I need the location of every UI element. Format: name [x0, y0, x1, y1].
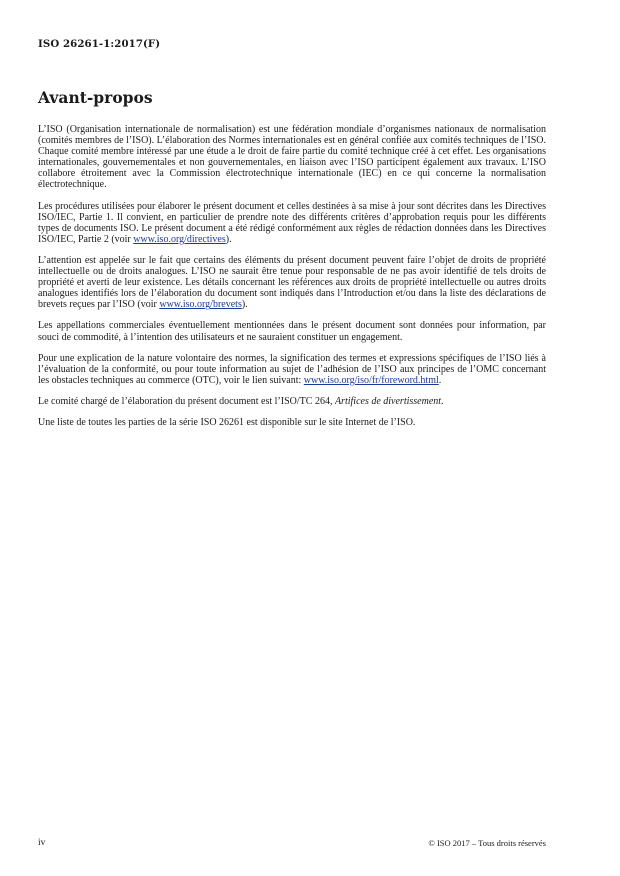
- paragraph-iso-intro: L’ISO (Organisation internationale de normalisation) est une fédération mondiale d’organismes nationaux de normalisation (comités membres de l’ISO). L’élaboration des Normes internationales est en général confiée aux comités techniques de l’ISO. Chaque comité membre intéressé par une étude a le droit de faire partie du comité technique créé à cet effet. Les organisations internationales, gouvernementales et non gouvernementales, en liaison avec l’ISO participent également aux travaux. L’ISO collabore étroitement avec la Commission électrotechnique internationale (IEC) en ce qui concerne la normalisation électrotechnique.: [38, 124, 546, 191]
- patents-link[interactable]: www.iso.org/brevets: [159, 299, 242, 311]
- paragraph-trade-names: Les appellations commerciales éventuellement mentionnées dans le présent document sont données pour information, par souci de commodité, à l’intention des utilisateurs et ne sauraient constituer un engagement.: [38, 320, 546, 343]
- foreword-body: [38, 124, 546, 438]
- paragraph-procedures-end: ).: [225, 233, 232, 245]
- paragraph-parts-list: Une liste de toutes les parties de la série ISO 26261 est disponible sur le site Internet de l’ISO.: [38, 416, 416, 428]
- paragraph-voluntary-text: Pour une explication de la nature volontaire des normes, la signification des termes et expressions spécifiques de l’ISO liés à l’évaluation de la conformité, ou pour toute information au sujet de l’adhésion de l’ISO aux principes de l’OMC concernant les obstacles techniques au commerce (OTC), voir le lien suivant:: [38, 352, 546, 386]
- paragraph-voluntary-nature: [38, 353, 546, 386]
- copyright-notice: © ISO 2017 – Tous droits réservés: [428, 838, 546, 848]
- paragraph-committee: [38, 396, 546, 407]
- page-title: Avant-propos: [38, 88, 153, 107]
- directives-link[interactable]: www.iso.org/directives: [133, 233, 226, 245]
- paragraph-patents: [38, 255, 546, 310]
- paragraph-procedures: [38, 201, 546, 245]
- foreword-link[interactable]: www.iso.org/iso/fr/foreword.html: [303, 374, 439, 386]
- paragraph-committee-end: .: [441, 395, 444, 407]
- paragraph-procedures-text: Les procédures utilisées pour élaborer le présent document et celles destinées à sa mise à jour sont décrites dans les Directives ISO/IEC, Partie 1. Il convient, en particulier de prendre note des différents critères d’approbation requis pour les différents types de documents ISO. Le présent document a été rédigé conformément aux règles de rédaction données dans les Directives ISO/IEC, Partie 2 (voir: [38, 200, 546, 245]
- paragraph-voluntary-end: .: [438, 374, 442, 386]
- committee-title: Artifices de divertissement: [334, 395, 442, 407]
- paragraph-committee-text: Le comité chargé de l’élaboration du présent document est l’ISO/TC 264,: [38, 395, 335, 407]
- paragraph-patents-text: L’attention est appelée sur le fait que certains des éléments du présent document peuvent faire l’objet de droits de propriété intellectuelle ou de droits analogues. L’ISO ne saurait être tenue pour responsable de ne pas avoir identifié de tels droits de propriété et averti de leur existence. Les détails concernant les références aux droits de propriété intellectuelle ou autres droits analogues identifiés lors de l’élaboration du document sont indiqués dans l’Introduction et/ou dans la liste des déclarations de brevets reçues par l’ISO (voir: [38, 254, 546, 311]
- page-number: iv: [38, 838, 46, 848]
- document-identifier: ISO 26261-1:2017(F): [38, 38, 161, 50]
- paragraph-patents-end: ).: [241, 299, 248, 311]
